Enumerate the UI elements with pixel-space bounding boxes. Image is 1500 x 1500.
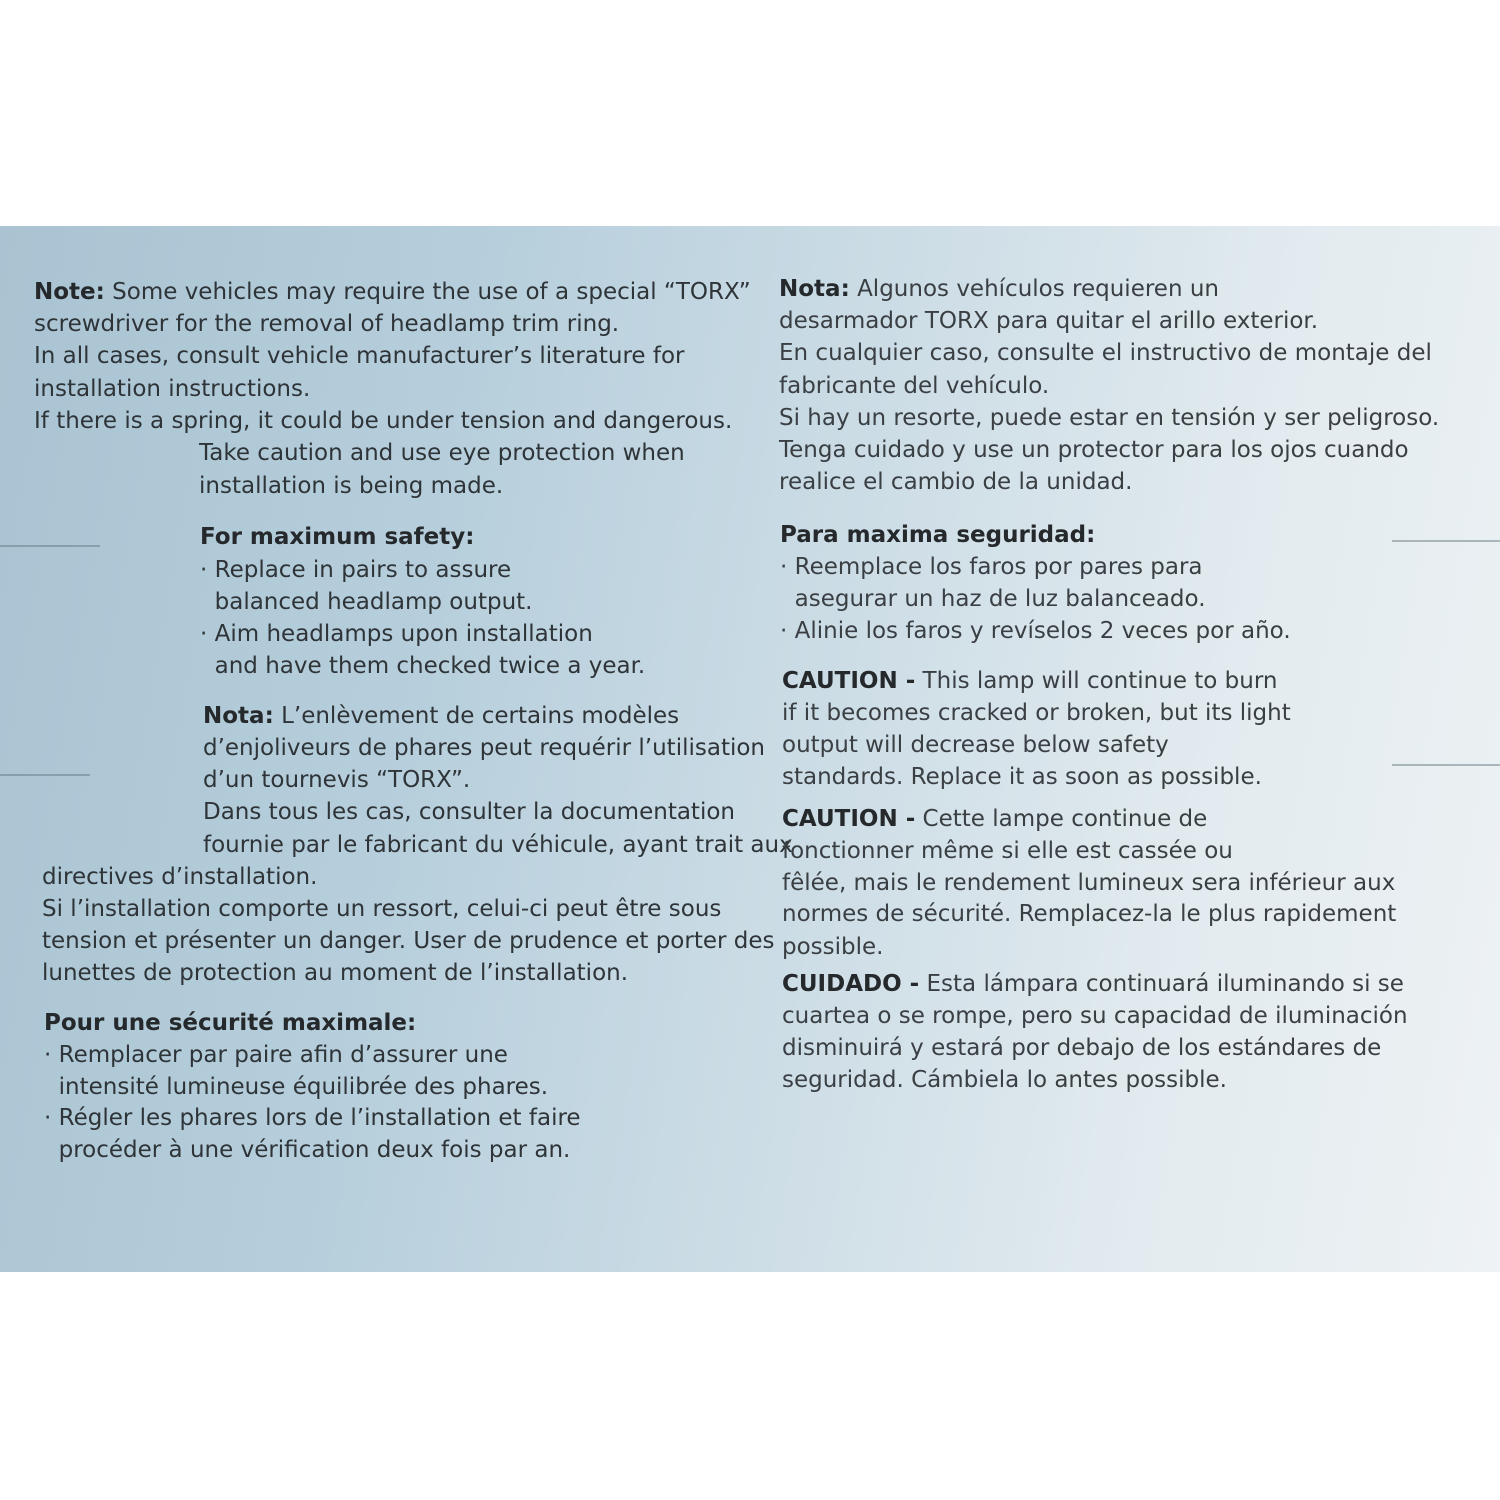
safety-es-heading: Para maxima seguridad: — [780, 522, 1096, 548]
caution-en-line-2: if it becomes cracked or broken, but its light — [782, 700, 1291, 726]
safety-en-heading: For maximum safety: — [200, 524, 475, 550]
note-en-line-5: If there is a spring, it could be under tension and dangerous. — [34, 408, 733, 434]
fold-line-right-upper — [1392, 540, 1500, 542]
caution-en-line-1: CAUTION - This lamp will continue to burn — [782, 668, 1278, 694]
fold-line-right-lower — [1392, 764, 1500, 766]
safety-es-line-2: asegurar un haz de luz balanceado. — [780, 586, 1206, 612]
caution-en-line-3: output will decrease below safety — [782, 732, 1169, 758]
note-en-line-1: Note: Some vehicles may require the use of a special “TORX” — [34, 279, 751, 305]
note-fr-line-2: d’enjoliveurs de phares peut requérir l’utilisation — [203, 735, 765, 761]
safety-es-line-3: · Alinie los faros y revíselos 2 veces por año. — [780, 618, 1291, 644]
safety-es-line-1: · Reemplace los faros por pares para — [780, 554, 1203, 580]
note-fr-line-5: fournie par le fabricant du véhicule, ayant trait aux — [203, 832, 793, 858]
note-es-line-5: Si hay un resorte, puede estar en tensión y ser peligroso. — [779, 405, 1440, 431]
note-es-line-6: Tenga cuidado y use un protector para los ojos cuando — [779, 437, 1409, 463]
note-en-line-7: installation is being made. — [199, 473, 504, 499]
caution-es-line-1: CUIDADO - Esta lámpara continuará iluminando si se — [782, 971, 1404, 997]
caution-fr-line-4: normes de sécurité. Remplacez-la le plus rapidement — [782, 901, 1397, 927]
caution-en-line-4: standards. Replace it as soon as possible. — [782, 764, 1262, 790]
note-fr-line-4: Dans tous les cas, consulter la documentation — [203, 799, 735, 825]
note-es-line-2: desarmador TORX para quitar el arillo exterior. — [779, 308, 1319, 334]
note-en-line-6: Take caution and use eye protection when — [199, 440, 685, 466]
note-en-line-2: screwdriver for the removal of headlamp trim ring. — [34, 311, 620, 337]
safety-fr-line-3: · Régler les phares lors de l’installation et faire — [44, 1105, 581, 1131]
note-fr-line-6: directives d’installation. — [42, 864, 318, 890]
fold-line-left-upper — [0, 545, 100, 547]
caution-es-line-3: disminuirá y estará por debajo de los estándares de — [782, 1035, 1382, 1061]
safety-en-line-3: · Aim headlamps upon installation — [200, 621, 593, 647]
note-fr-line-3: d’un tournevis “TORX”. — [203, 767, 471, 793]
note-es-line-4: fabricante del vehículo. — [779, 373, 1050, 399]
note-fr-line-8: tension et présenter un danger. User de prudence et porter des — [42, 928, 775, 954]
note-fr-line-9: lunettes de protection au moment de l’installation. — [42, 960, 629, 986]
note-fr-line-1: Nota: L’enlèvement de certains modèles — [203, 703, 680, 729]
caution-fr-line-2: fonctionner même si elle est cassée ou — [782, 838, 1233, 864]
safety-en-line-1: · Replace in pairs to assure — [200, 557, 512, 583]
safety-fr-line-1: · Remplacer par paire afin d’assurer une — [44, 1042, 508, 1068]
caution-es-line-4: seguridad. Cámbiela lo antes possible. — [782, 1067, 1227, 1093]
note-en-line-3: In all cases, consult vehicle manufacturer’s literature for — [34, 343, 685, 369]
note-fr-line-7: Si l’installation comporte un ressort, celui-ci peut être sous — [42, 896, 722, 922]
safety-fr-heading: Pour une sécurité maximale: — [44, 1010, 417, 1036]
note-es-line-7: realice el cambio de la unidad. — [779, 469, 1133, 495]
safety-en-line-4: and have them checked twice a year. — [200, 653, 646, 679]
safety-en-line-2: balanced headlamp output. — [200, 589, 533, 615]
caution-fr-line-1: CAUTION - Cette lampe continue de — [782, 806, 1208, 832]
safety-fr-line-4: procéder à une vérification deux fois par an. — [44, 1137, 571, 1163]
safety-fr-line-2: intensité lumineuse équilibrée des phares. — [44, 1074, 549, 1100]
note-es-line-1: Nota: Algunos vehículos requieren un — [779, 276, 1219, 302]
caution-es-line-2: cuartea o se rompe, pero su capacidad de iluminación — [782, 1003, 1408, 1029]
caution-fr-line-5: possible. — [782, 934, 884, 960]
note-en-line-4: installation instructions. — [34, 376, 311, 402]
caution-fr-line-3: fêlée, mais le rendement lumineux sera inférieur aux — [782, 870, 1396, 896]
fold-line-left-lower — [0, 774, 90, 776]
note-es-line-3: En cualquier caso, consulte el instructivo de montaje del — [779, 340, 1432, 366]
